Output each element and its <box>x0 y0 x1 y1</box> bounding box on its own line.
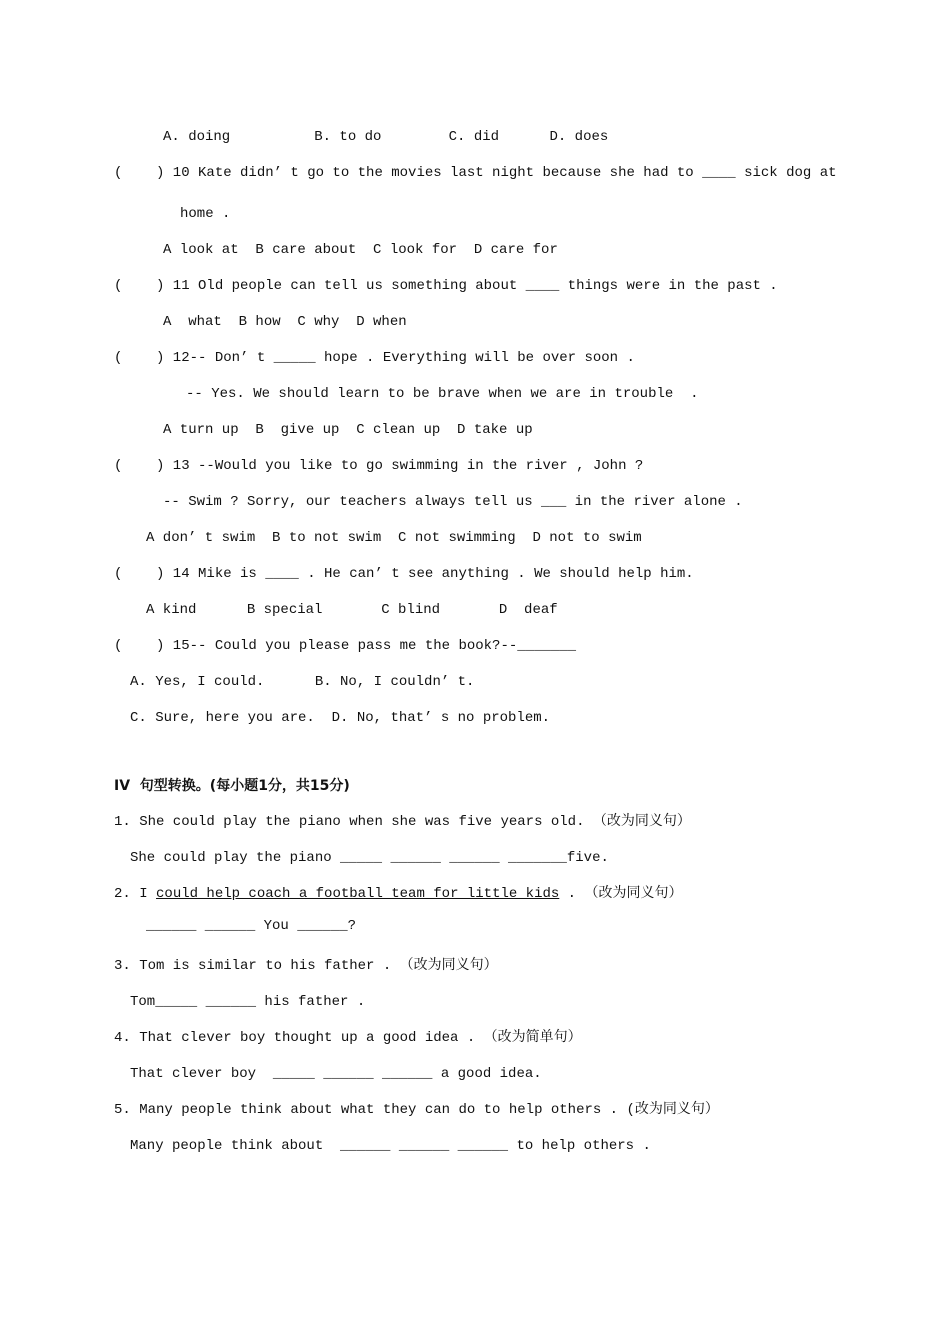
q13-reply: -- Swim ? Sorry, our teachers always tell us ___ in the river alone . <box>163 494 743 510</box>
q11-options: A what B how C why D when <box>163 314 407 330</box>
transform-q2-suffix: . （改为同义句） <box>559 886 683 902</box>
transform-q2-prefix: 2. I <box>114 886 157 902</box>
q11-stem: ( ) 11 Old people can tell us something about ____ things were in the past . <box>114 278 778 294</box>
transform-a5: Many people think about ______ ______ ______ to help others . <box>130 1138 651 1154</box>
section-heading: IV 句型转换。(每小题1分，共15分) <box>114 778 350 794</box>
q9-options: A. doing B. to do C. did D. does <box>163 129 609 145</box>
transform-q5: 5. Many people think about what they can do to help others . (改为同义句） <box>114 1102 719 1118</box>
transform-a3: Tom_____ ______ his father . <box>130 994 366 1010</box>
transform-q1: 1. She could play the piano when she was five years old. （改为同义句） <box>114 814 691 830</box>
q12-options: A turn up B give up C clean up D take up <box>163 422 533 438</box>
q15-stem: ( ) 15-- Could you please pass me the book?--_______ <box>114 638 577 654</box>
transform-a2: ______ ______ You ______? <box>146 918 357 934</box>
q10-stem: ( ) 10 Kate didn’ t go to the movies last night because she had to ____ sick dog at <box>114 165 837 181</box>
q12-reply: -- Yes. We should learn to be brave when we are in trouble . <box>186 386 699 402</box>
q13-stem: ( ) 13 --Would you like to go swimming in the river , John ? <box>114 458 644 474</box>
q12-stem: ( ) 12-- Don’ t _____ hope . Everything will be over soon . <box>114 350 635 366</box>
q15-options-ab: A. Yes, I could. B. No, I couldn’ t. <box>130 674 475 690</box>
q15-options-cd: C. Sure, here you are. D. No, that’ s no problem. <box>130 710 551 726</box>
transform-a4: That clever boy _____ ______ ______ a good idea. <box>130 1066 542 1082</box>
q13-options: A don’ t swim B to not swim C not swimming D not to swim <box>146 530 642 546</box>
transform-a1: She could play the piano _____ ______ ______ _______five. <box>130 850 609 866</box>
transform-q3: 3. Tom is similar to his father . （改为同义句） <box>114 958 498 974</box>
q14-options: A kind B special C blind D deaf <box>146 602 558 618</box>
q10-stem-cont: home . <box>180 206 231 222</box>
transform-q4: 4. That clever boy thought up a good idea . （改为简单句） <box>114 1030 582 1046</box>
q14-stem: ( ) 14 Mike is ____ . He can’ t see anything . We should help him. <box>114 566 694 582</box>
q10-options: A look at B care about C look for D care for <box>163 242 558 258</box>
transform-q2 <box>114 885 683 903</box>
transform-q2-underlined: could help coach a football team for little kids <box>156 886 560 902</box>
